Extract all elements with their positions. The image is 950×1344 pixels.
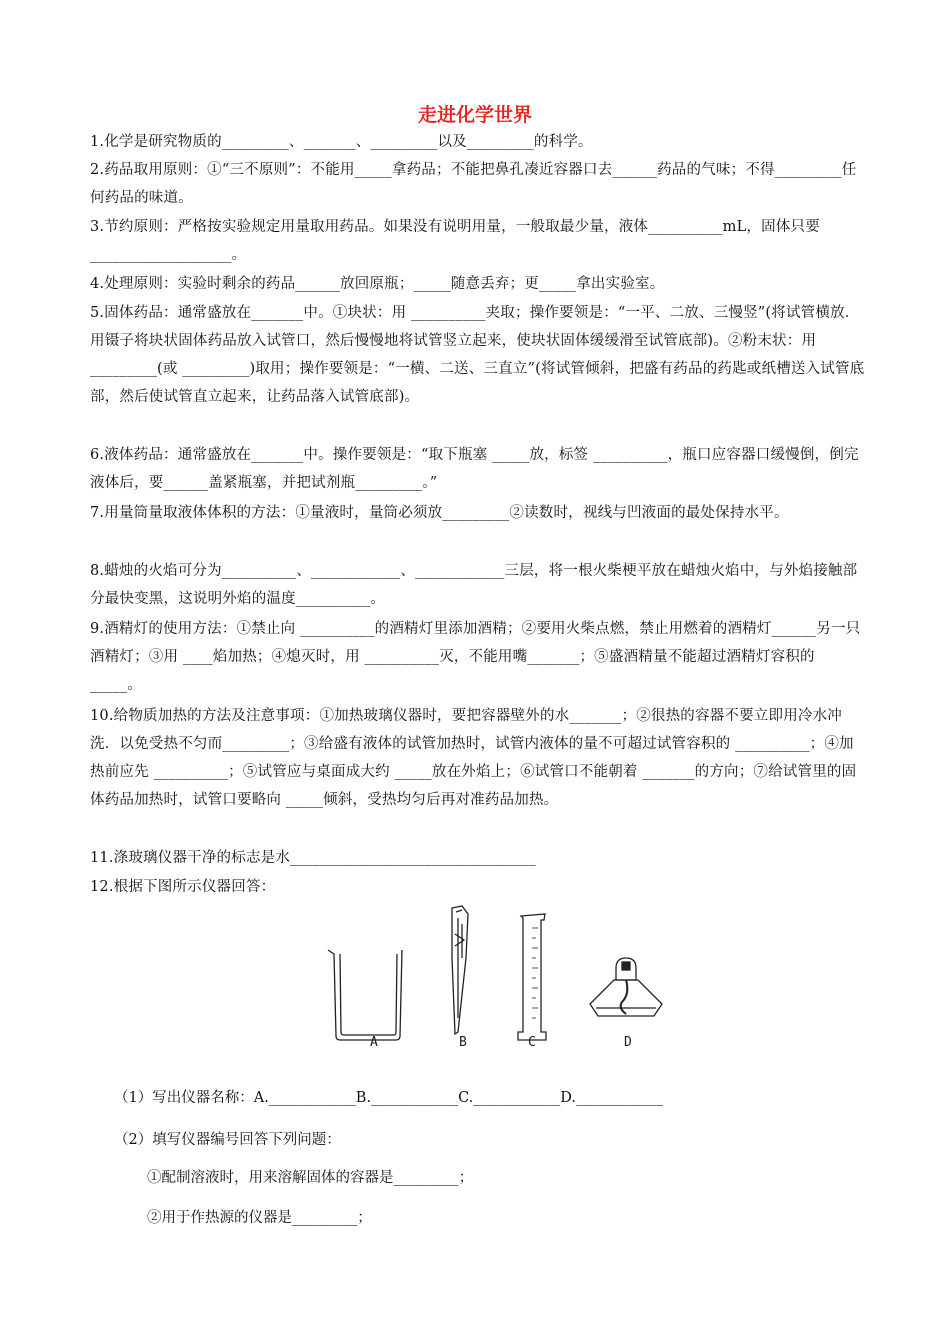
figure-label-b: B xyxy=(459,1035,467,1048)
question-12: 12.根据下图所示仪器回答： xyxy=(90,879,276,895)
question-3: 3.节约原则：严格按实验规定用量取用药品。如果没有说明用量，一般取最少量，液体__________mL，固体只要___________________。 xyxy=(90,219,820,263)
question-6: 6.液体药品：通常盛放在_______中。操作要领是：“取下瓶塞 _____放，标签 __________，瓶口应容器口缓慢倒，倒完液体后，要______盖紧瓶塞，并把试剂瓶_________。” xyxy=(90,447,859,491)
beaker-icon xyxy=(328,950,402,1040)
question-10: 10.给物质加热的方法及注意事项：①加热玻璃仪器时，要把容器壁外的水_______；②很热的容器不要立即用冷水冲洗．以免受热不匀而_________；③给盛有液体的试管加热时，试管内液体的量不可超过试管容积的 __________；④加热前应先 __________；⑤试管应与桌面成大约 _____放在外焰上；⑥试管口不能朝着 _______的方向；⑦给试管里的固体药品加热时，试管口要略向 _____倾斜，受热均匀后再对准药品加热。 xyxy=(90,708,857,808)
question-2: 2.药品取用原则：①“三不原则”：不能用_____拿药品；不能把鼻孔凑近容器口去______药品的气味；不得_________任何药品的味道。 xyxy=(90,162,857,206)
question-11: 11.涤玻璃仪器干净的标志是水_________________________________ xyxy=(90,850,536,866)
graduated-cylinder-icon xyxy=(518,914,546,1040)
question-8: 8.蜡烛的火焰可分为__________、____________、____________三层，将一根火柴梗平放在蜡烛火焰中，与外焰接触部分最快变黑，这说明外焰的温度__________。 xyxy=(90,563,858,607)
question-1: 1.化学是研究物质的_________、_______、_________以及_________的科学。 xyxy=(90,134,593,150)
question-7: 7.用量筒量取液体体积的方法：①量液时，量筒必须放_________②读数时，视线与凹液面的最处保持水平。 xyxy=(90,505,789,521)
page-title: 走进化学世界 xyxy=(417,104,532,126)
figure-label-c: C xyxy=(528,1035,536,1048)
sub-question-2a: ①配制溶液时，用来溶解固体的容器是_________； xyxy=(147,1170,474,1186)
question-5: 5.固体药品：通常盛放在_______中。①块状：用 __________夹取；操作要领是：“一平、二放、三慢竖”(将试管横放．用镊子将块状固体药品放入试管口，然后慢慢地将试管竖立起来，使块状固体缓缓滑至试管底部)。②粉末状：用 _________(或 _________)取用；操作要领是：“一横、二送、三直立”(将试管倾斜，把盛有药品的药匙或纸槽送入试管底部，然后使试管直立起来，让药品落入试管底部)。 xyxy=(90,305,865,405)
question-4: 4.处理原则：实验时剩余的药品______放回原瓶；_____随意丢弃；更_____拿出实验室。 xyxy=(90,276,665,292)
sub-question-2b: ②用于作热源的仪器是_________； xyxy=(147,1210,372,1226)
sub-question-2: （2）填写仪器编号回答下列问题： xyxy=(114,1132,341,1148)
question-9: 9.酒精灯的使用方法：①禁止向 __________的酒精灯里添加酒精；②要用火柴点燃，禁止用燃着的酒精灯______另一只酒精灯；③用 ____焰加热；④熄灭时，用 __________灭，不能用嘴_______；⑤盛酒精量不能超过酒精灯容积的_____。 xyxy=(90,621,861,693)
sub-question-1: （1）写出仪器名称：A.____________B.____________C.____________D.____________ xyxy=(114,1090,663,1106)
apparatus-figure xyxy=(300,898,700,1048)
alcohol-lamp-icon xyxy=(590,958,662,1016)
tongs-icon xyxy=(452,906,468,1034)
figure-label-a: A xyxy=(370,1035,378,1048)
figure-label-d: D xyxy=(624,1035,632,1048)
